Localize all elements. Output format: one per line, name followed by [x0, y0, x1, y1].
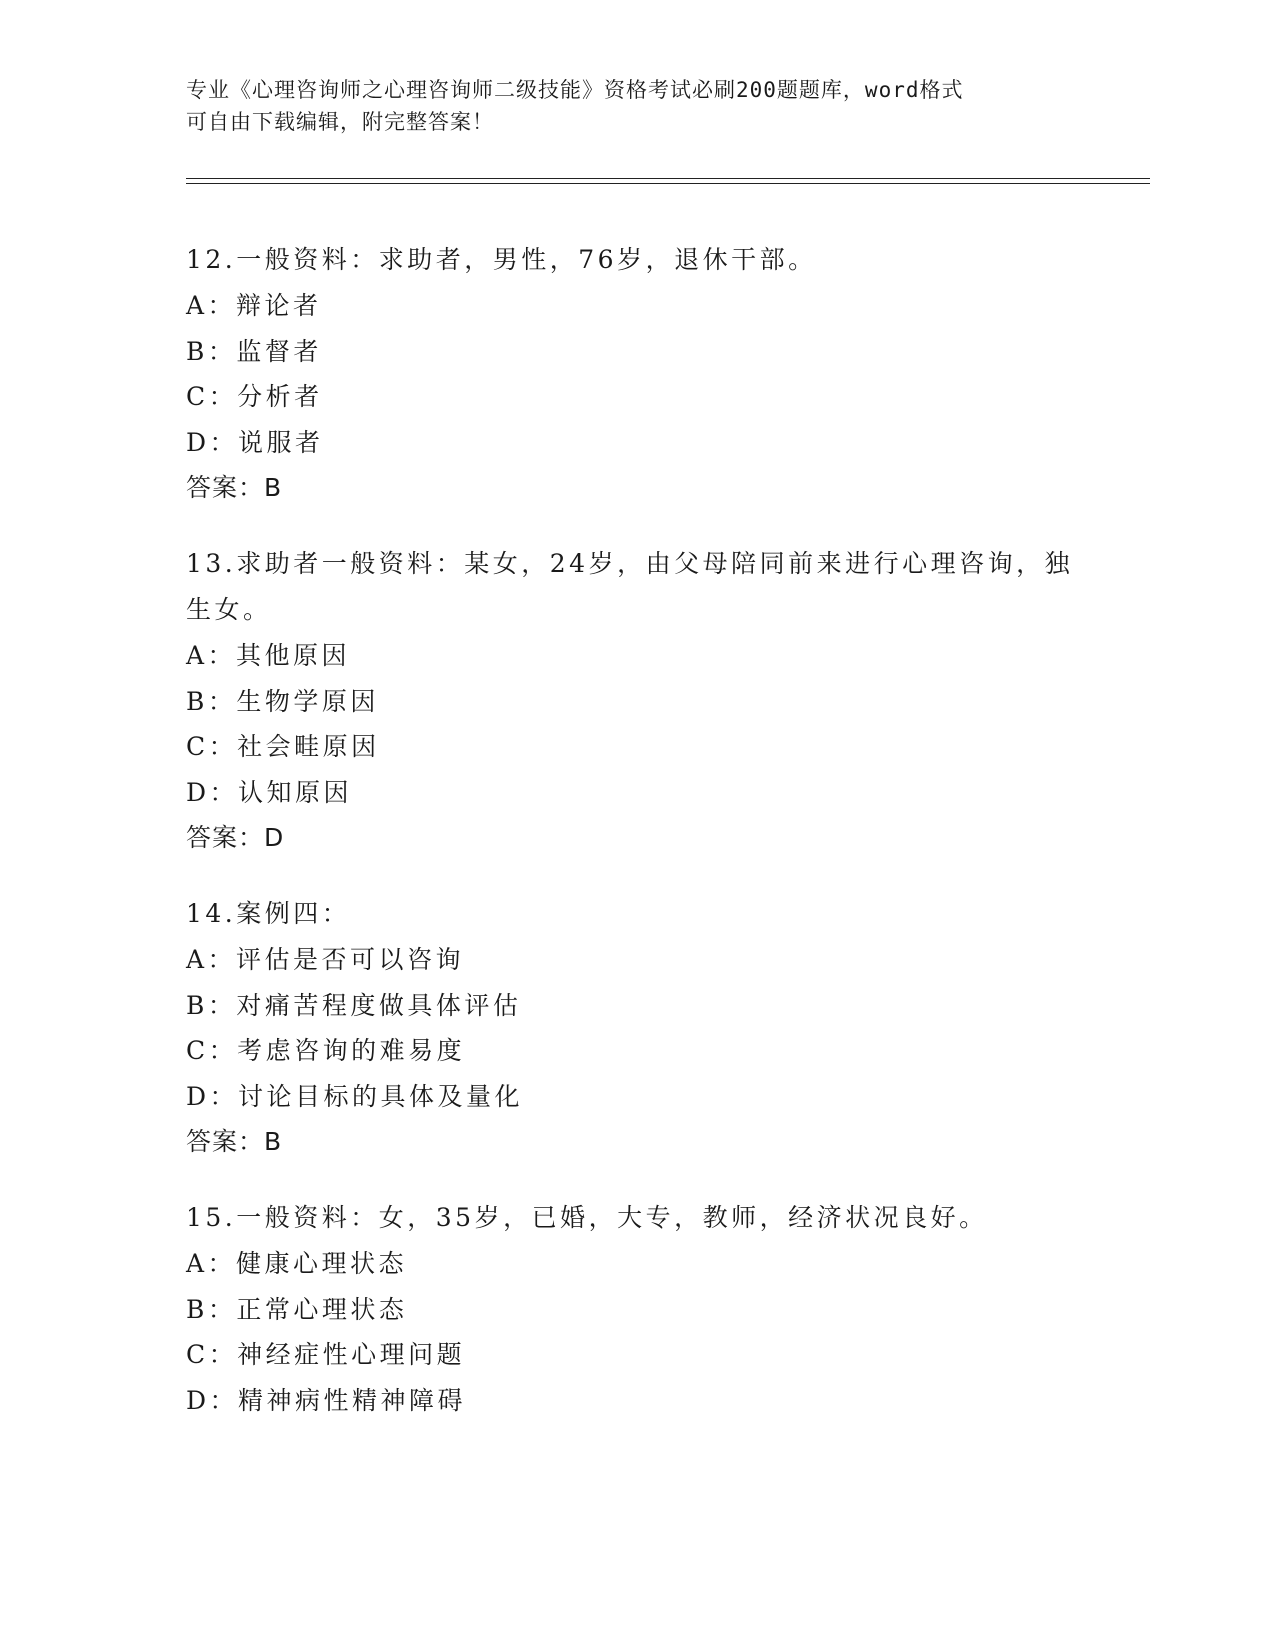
option-b: B：监督者: [186, 336, 322, 366]
option-d: D：精神病性精神障碍: [186, 1385, 467, 1415]
question-15: [186, 1195, 1086, 1423]
option-a: A：辩论者: [186, 291, 322, 320]
option-c: C：社会畦原因: [186, 732, 380, 761]
header-line-1: 专业《心理咨询师之心理咨询师二级技能》资格考试必刷200题题库，word格式: [186, 78, 964, 102]
option-a: A：其他原因: [186, 641, 351, 670]
option-b: B：正常心理状态: [186, 1294, 408, 1324]
option-a: A：评估是否可以咨询: [186, 945, 465, 974]
header-divider-top: [186, 178, 1150, 179]
option-c: C：分析者: [186, 382, 323, 411]
question-stem-continued: 生女。: [186, 595, 272, 624]
option-b: B：对痛苦程度做具体评估: [186, 990, 522, 1020]
question-stem: 15.一般资料：女，35岁，已婚，大专，教师，经济状况良好。: [186, 1203, 988, 1232]
option-c: C：考虑咨询的难易度: [186, 1036, 466, 1065]
question-12: [186, 237, 1086, 511]
option-b: B：生物学原因: [186, 686, 379, 716]
header-divider-bottom: [186, 183, 1150, 184]
answer-label: 答案：D: [186, 823, 285, 852]
question-list: [186, 237, 1086, 1453]
answer-label: 答案：B: [186, 1127, 283, 1156]
question-stem: 14.案例四：: [186, 899, 351, 928]
question-14: [186, 891, 1086, 1165]
option-d: D：说服者: [186, 427, 324, 457]
option-a: A：健康心理状态: [186, 1249, 408, 1278]
header-line-2: 可自由下载编辑，附完整答案！: [186, 110, 494, 134]
question-stem: 13.求助者一般资料：某女，24岁，由父母陪同前来进行心理咨询，独: [186, 549, 1074, 578]
question-13: [186, 541, 1086, 861]
question-stem: 12.一般资料：求助者，男性，76岁，退休干部。: [186, 245, 817, 274]
option-d: D：讨论目标的具体及量化: [186, 1081, 524, 1111]
option-d: D：认知原因: [186, 777, 353, 807]
option-c: C：神经症性心理问题: [186, 1340, 466, 1369]
answer-label: 答案：B: [186, 473, 283, 502]
document-header: [186, 74, 1086, 138]
